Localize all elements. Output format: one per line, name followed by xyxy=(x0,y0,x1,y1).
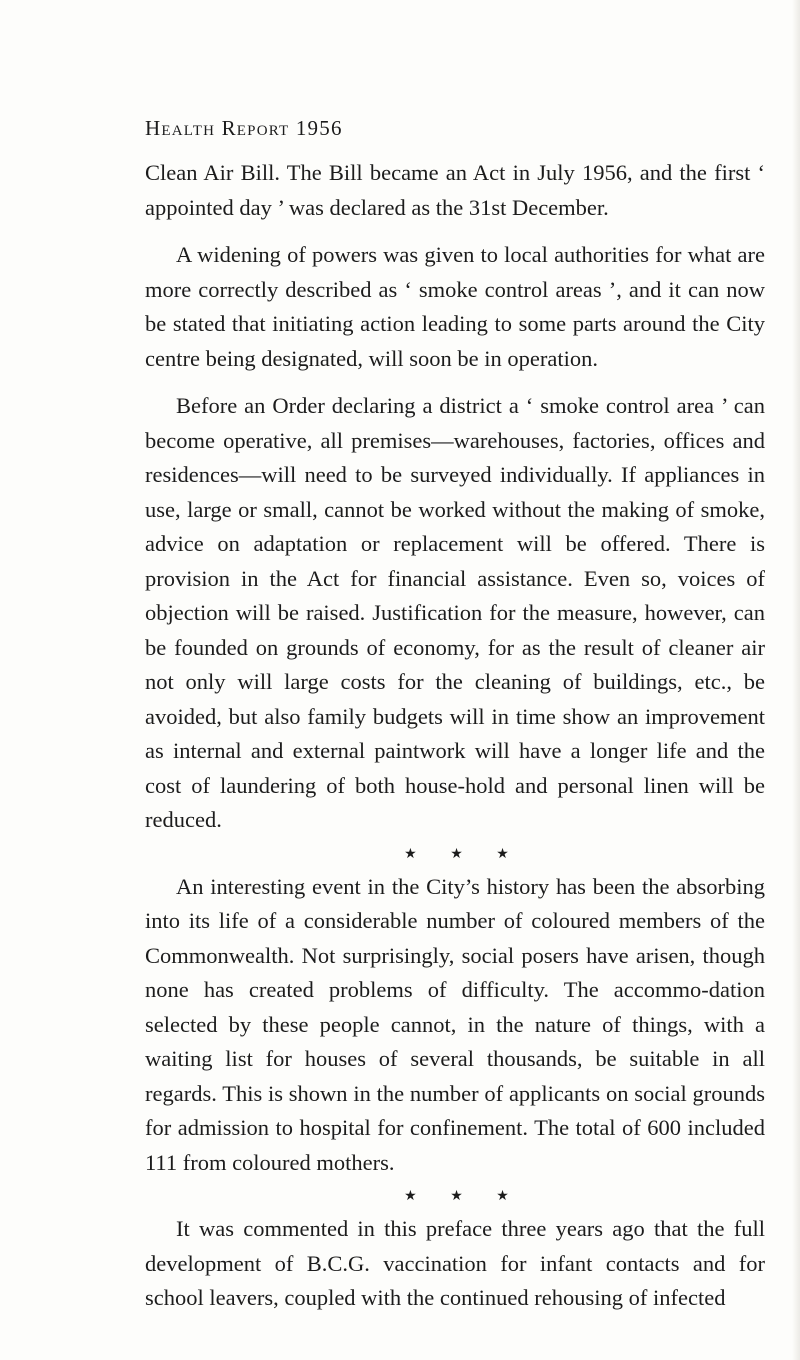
page-edge-shadow xyxy=(792,0,800,1360)
running-head: Health Report 1956 xyxy=(145,116,343,140)
paragraph-commonwealth-members: An interesting event in the City’s history has been the absorbing into its life of a considerable number of coloured members of the Commonwealth. Not surprisingly, social posers have arisen, though none has created problems of difficulty. The accommo-dation selected by these people cannot, in the nature of things, with a waiting list for houses of several thousands, be suitable in all regards. This is shown in the number of applicants on social grounds for admission to hospital for confinement. The total of 600 included 111 from coloured mothers. xyxy=(145,873,765,1175)
section-separator-stars: ★ ★ ★ xyxy=(404,846,524,862)
paragraph-bcg-vaccination: It was commented in this preface three years ago that the full development of B.C.G. vaccination for infant contacts and for school leavers, coupled with the continued rehousing of infected xyxy=(145,1216,765,1310)
section-separator-stars: ★ ★ ★ xyxy=(404,1189,524,1204)
paragraph-widening-powers: A widening of powers was given to local authorities for what are more correctly described as ‘ smoke control areas ’, and it can now be stated that initiating action leading to some parts around the City centre being designated, will soon be in operation. xyxy=(145,242,765,371)
paragraph-clean-air-bill: Clean Air Bill. The Bill became an Act in July 1956, and the first ‘ appointed day ’ was declared as the 31st December. xyxy=(145,160,765,220)
paragraph-smoke-control-order: Before an Order declaring a district a ‘ smoke control area ’ can become operative, all premises—warehouses, factories, offices and residences—will need to be surveyed individually. If appliances in use, large or small, cannot be worked without the making of smoke, advice on adaptation or replacement will be offered. There is provision in the Act for financial assistance. Even so, voices of objection will be raised. Justification for the measure, however, can be founded on grounds of economy, for as the result of cleaner air not only will large costs for the cleaning of buildings, etc., be avoided, but also family budgets will in time show an improvement as internal and external paintwork will have a longer life and the cost of laundering of both house-hold and personal linen will be reduced. xyxy=(145,393,765,832)
text-body xyxy=(145,156,765,1316)
